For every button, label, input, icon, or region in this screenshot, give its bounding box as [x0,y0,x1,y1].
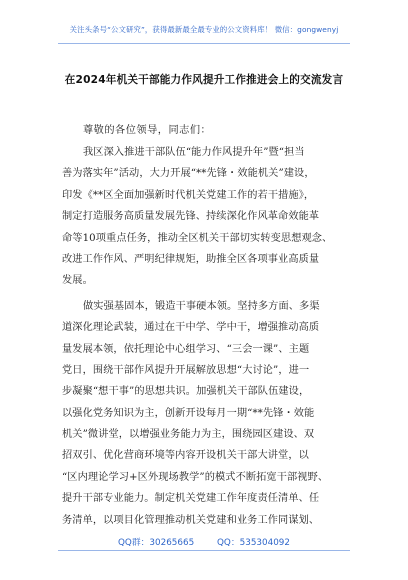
paragraph-2 [62,296,362,531]
paragraph-line: 以强化党务知识为主，创新开设每月一期“**先锋・效能 [62,407,315,419]
paragraph-line: 制定打造服务高质量发展先锋、持续深化作风革命效能革 [62,211,320,223]
paragraph-line: 命等10项重点任务，推动全区机关干部切实转变思想观念、 [62,232,333,244]
paragraph-line: 道深化理论武装，通过在干中学、学中干，增强推动高质 [62,322,320,334]
paragraph-line: “区内理论学习+区外现场教学”的模式不断拓宽干部视野、 [62,471,329,483]
paragraph-line: 务清单，以项目化管理推动机关党建和业务工作同谋划、 [62,514,320,526]
paragraph-line: 招双引、优化营商环境等内容开设机关干部大讲堂，以 [62,450,309,462]
document-title: 在2024年机关干部能力作风提升工作推进会上的交流发言 [64,74,344,86]
paragraph-1 [62,142,362,292]
footer-contact [0,535,408,548]
footer-qq: QQ：535304092 [216,538,291,548]
paragraph-line: 党日，围绕干部作风提升开展解放思想“大讨论”，进一 [62,364,310,376]
paragraph-line: 我区深入推进干部队伍“能力作风提升年”暨“担当 [83,147,305,158]
footer-qq-group: QQ群：30265665 [117,538,195,548]
paragraph-line: 步凝聚“想干事”的思想共识。加强机关干部队伍建设， [62,386,310,398]
paragraph-line: 提升干部专业能力。制定机关党建工作年度责任清单、任 [62,493,320,505]
paragraph-line: 量发展本领，依托理论中心组学习、“三会一课”、主题 [62,343,310,355]
paragraph-line: 善为落实年”活动，大力开展“**先锋・效能机关”建设， [62,168,315,180]
paragraph-line: 发展。 [62,275,93,287]
paragraph-line: 机关”微讲堂，以增强业务能力为主，围绕园区建设、双 [62,429,315,441]
salutation: 尊敬的各位领导，同志们： [83,125,212,136]
paragraph-line: 做实强基固本，锻造干事硬本领。坚持多方面、多渠 [83,300,320,312]
document-body [62,142,362,531]
paragraph-line: 印发《**区全面加强新时代机关党建工作的若干措施》， [62,189,315,201]
footer-divider [58,550,350,551]
paragraph-line: 改进工作作风、严明纪律规矩，助推全区各项事业高质量 [62,253,320,265]
header-promo-text: 关注头条号“公文研究”，获得最新最全最专业的公文资料库！ 微信：gongwenyj [69,25,339,34]
header-divider [58,43,350,44]
